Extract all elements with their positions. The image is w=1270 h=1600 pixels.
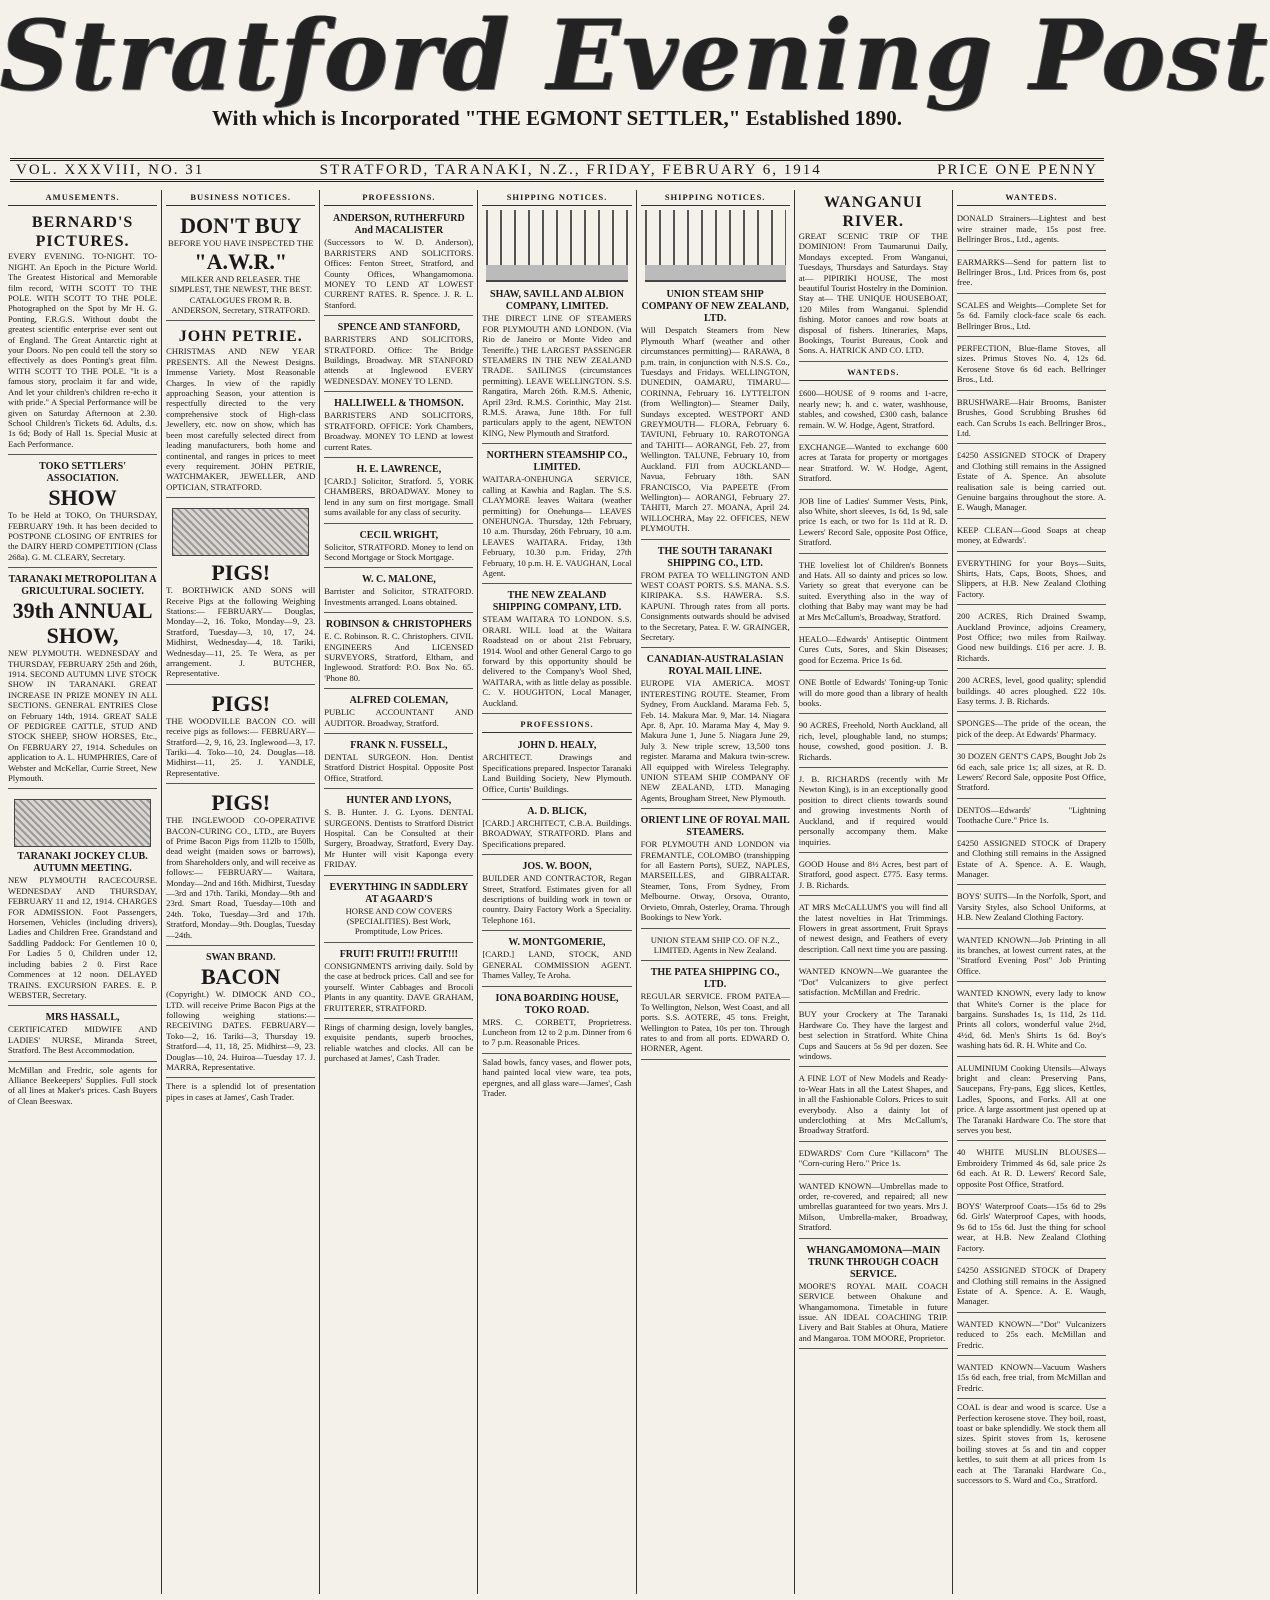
ad-title: H. E. LAWRENCE, xyxy=(356,463,442,475)
ad-healy xyxy=(482,737,631,800)
ad-text: [CARD.] Solicitor, Stratford. 5, YORK CHAMBERS, BROADWAY. Money to lend in any sum on first mortgage. Small sums available for any class of security. xyxy=(324,475,474,518)
ad-boon xyxy=(482,858,631,931)
ad-text: NEW PLYMOUTH. WEDNESDAY and THURSDAY, FEBRUARY 25th and 26th, 1914. SECOND AUTUMN LIVE STOCK SHOW IN TARANAKI. GREAT INCREASE IN PRIZE MONEY IN ALL SECTIONS. GENERAL ENTRIES Close on February 14th, 1914. GREAT SALE OF PEDIGREE CATTLE, STUD AND STOCK SHEEP, SHOW HORSES, Etc., On FEBRUARY 27, 1914. Schedules on application to A. L. HUMPHRIES, Care of Webster and McKellar, Currie Street, New Plymouth. xyxy=(8,648,158,784)
classified-dentos: DENTOS—Edwards' "Lightning Toothache Cure." Price 1s. xyxy=(957,802,1106,832)
classified-200-acres-level: 200 ACRES, level, good quality; splendid buildings. 40 acres ploughed. £22 10s. Easy terms. J. B. Richards. xyxy=(957,672,1106,712)
volume-number: VOL. XXXVIII, NO. 31 xyxy=(16,161,205,178)
place-and-date: STRATFORD, TARANAKI, N.Z., FRIDAY, FEBRUARY 6, 1914 xyxy=(319,161,822,178)
columns xyxy=(4,190,1110,1594)
ad-cecil-wright xyxy=(324,527,473,569)
ad-rings: Rings of charming design, lovely bangles, exquisite pendants, superb brooches, reliable watches and clocks. All can be purchased at James', Cash Trader. xyxy=(324,1021,474,1064)
column-heading: BUSINESS NOTICES. xyxy=(166,190,315,206)
ad-text: Solicitor, STRATFORD. Money to lend on Second Mortgage or Stock Mortgage. xyxy=(324,541,474,562)
classified-keep-clean: KEEP CLEAN—Good Soaps at cheap money, at Edwards'. xyxy=(957,522,1106,552)
ad-title: THE PATEA SHIPPING CO., LTD. xyxy=(650,967,780,991)
classified-job-printing: WANTED KNOWN—Job Printing in all its branches, at lowest current rates, at the "Stratford Evening Post" Job Printing Office. xyxy=(957,932,1106,983)
classified-ladies-vests: JOB line of Ladies' Summer Vests, Pink, also White, short sleeves, 1s 6d, 1s 9d, sale price 1s each, or two for 1s 11d at R. D. Lewers' Record Sale, opposite Post Office, Stratford. xyxy=(799,493,948,554)
ad-northern-steamship xyxy=(482,447,631,584)
classified-mccallum-hats: AT MRS McCALLUM'S you will find all the latest novelties in Hat Trimmings. Flowers in great assortment, Fruit Sprays of newest design, and Feathers of every description. Call next time you are passing. xyxy=(799,899,948,960)
ad-text: MOORE'S ROYAL MAIL COACH SERVICE between Ohakune and Whangamomona. Timetable in future issue. AN IDEAL COACHING TRIP. Livery and Bait Stables at Ohura, Matiere and Mangaroa. TOM MOORE, Proprietor. xyxy=(798,1280,948,1343)
ad-title: SPENCE AND STANFORD, xyxy=(337,322,461,334)
ad-orient-line xyxy=(641,812,790,928)
ad-south-taranaki-shipping xyxy=(641,543,790,649)
pig-illustration xyxy=(172,508,309,556)
classified-muslin-blouses: 40 WHITE MUSLIN BLOUSES—Embroidery Trimmed 4s 6d, sale price 2s 6d each. At R. D. Lewers' Record Sale, opposite Post Office, Stratford. xyxy=(957,1144,1106,1195)
ad-text: NEW PLYMOUTH RACECOURSE. WEDNESDAY AND THURSDAY, FEBRUARY 11 and 12, 1914. CHARGES FOR ADMISSION. Foot Passengers, Horsemen, Vehicles (including drivers), Ladies and Children Free. Grandstand and Saddling Paddock: For Gentlemen 10 0, For Ladies 5 0, Children under 12, including babies 2 0. First Race Commences at 12 noon. DELAYED TRAINS. EXCURSION FARES. E. P. WEBSTER, Secretary. xyxy=(8,875,158,1000)
column-amusements xyxy=(4,190,162,1594)
ad-beekeepers: McMillan and Fredric, sole agents for Alliance Beekeepers' Supplies. Full stock of all lines at Maker's prices. Cash Buyers of Clean Beeswax. xyxy=(8,1064,158,1106)
classified-new-models-hats: A FINE LOT of New Models and Ready-to-Wear Hats in all the Latest Shapes, and in all the Fashionable Colors. Prices to suit everybody. Also a dainty lot of underclothing at Mrs McCallum's, Broadway Stratford. xyxy=(799,1070,948,1141)
newspaper-title: Stratford Evening Post xyxy=(0,0,1270,112)
column-professions xyxy=(320,190,478,1594)
ad-union-agents xyxy=(641,932,790,962)
ad-title: ALFRED COLEMAN, xyxy=(349,695,449,707)
ad-title: W. C. MALONE, xyxy=(361,574,436,586)
ad-text: BUILDER AND CONTRACTOR, Regan Street, Stratford. Estimates given for all descriptions of building work in town or country. Dairy Factory Work a Speciality. Telephone 161. xyxy=(482,873,632,925)
ad-fruit xyxy=(324,946,473,1019)
ad-text: [CARD.] ARCHITECT, C.B.A. Buildings. BROADWAY, STRATFORD. Plans and Specifications prepared. xyxy=(482,818,632,849)
classified-aluminium: ALUMINIUM Cooking Utensils—Always bright and clean: Preserving Pans, Saucepans, Fry-pans, Egg slices, Kettles, Ladles, Spoons, and Forks. All at one price. A large assortment just opened up at The Taranaki Hardware Co. The store that serves you best. xyxy=(957,1060,1106,1142)
ad-title: SHAW, SAVILL AND ALBION COMPANY, LIMITED. xyxy=(490,289,624,313)
classified-good-house: GOOD House and 8½ Acres, best part of Stratford, good aspect. £775. Easy terms. J. B. Richards. xyxy=(799,856,948,896)
ad-text: THE DIRECT LINE OF STEAMERS FOR PLYMOUTH AND LONDON. (Via Rio de Janeiro or Monte Video and Teneriffe.) THE LARGEST PASSENGER STEAMERS IN THE NEW ZEALAND TRADE. SAILINGS (circumstances permitting). LEAVE WELLINGTON. S.S. Rangatira, March 26th. R.M.S. Athenic, April 23rd. R.M.S. Corinthic, May 21st. R.M.S. Arawa, June 18th. For full particulars apply to the agent, NEWTON KING, New Plymouth and Stratford. xyxy=(482,313,632,438)
ad-pigs-inglewood xyxy=(166,787,315,946)
ad-title: BERNARD'S PICTURES. xyxy=(31,214,134,251)
classified-toning-tonic: ONE Bottle of Edwards' Toning-up Tonic will do more good than a library of health books. xyxy=(799,674,948,714)
ad-halliwell-thomson xyxy=(324,395,473,458)
section-heading: PROFESSIONS. xyxy=(482,717,631,733)
classified-perfection-stoves: PERFECTION, Blue-flame Stoves, all sizes. Primus Stoves No. 4, 12s 6d. Kerosene Stove 6s 6d each. Bellringer Bros., Ltd. xyxy=(957,340,1106,391)
ad-text: MRS. C. CORBETT, Proprietress. Luncheon from 12 to 2 p.m. Dinner from 6 to 7 p.m. Reasonable Prices. xyxy=(482,1016,632,1048)
ad-lawrence xyxy=(324,461,473,524)
ad-title: FRANK N. FUSSELL, xyxy=(350,740,448,751)
ad-title: HALLIWELL & THOMSON. xyxy=(334,398,464,410)
classified-coal: COAL is dear and wood is scarce. Use a Perfection kerosene stove. They boil, roast, toast or bake splendidly. We stock them all sizes. Spirit stoves from 1s, kerosene boiling stoves at 5s and tin and copper kettles, to suit them at all prices from 1s each at The Taranaki Hardware Co., successors to S. Ward and Co., Stratford. xyxy=(956,1402,1106,1485)
ad-fussell xyxy=(324,737,473,789)
ad-text: WAITARA-ONEHUNGA SERVICE, calling at Kawhia and Raglan. The S.S. CLAYMORE leaves Waitara (weather permitting) for Onehunga— LEAVES ONEHUNGA. Thursday, 12th February, 10 a.m. Thursday, 26th February, 10 a.m. LEAVES WAITARA. Friday, 13th February, 10.30 p.m. Friday, 27th February, 10 p.m. H. E. VAUGHAN, Local Agent. xyxy=(482,474,632,578)
steamship-illustration xyxy=(645,210,786,282)
ad-shaw-savill xyxy=(482,286,631,444)
ad-salad-bowls: Salad bowls, fancy vases, and flower pots, hand painted local view ware, tea pots, epergnes, and all glass ware—James', Cash Trader. xyxy=(482,1056,632,1098)
column-heading: PROFESSIONS. xyxy=(324,190,473,206)
ad-montgomerie xyxy=(482,934,631,986)
ad-text: MILKER AND RELEASER. THE SIMPLEST, THE NEWEST, THE BEST. CATALOGUES FROM R. B. ANDERSON, Secretary, STRATFORD. xyxy=(169,273,313,316)
column-shipping-2 xyxy=(637,190,795,1594)
ad-title: W. MONTGOMERIE, xyxy=(508,937,606,949)
newspaper-subtitle: With which is Incorporated "THE EGMONT SETTLER," Established 1890. xyxy=(211,106,902,130)
ad-text: BARRISTERS AND SOLICITORS, STRATFORD. Office: The Bridge Buildings, Broadway. MR STANFORD attends at Inglewood EVERY WEDNESDAY. MONEY TO LEND. xyxy=(324,334,474,386)
column-heading: SHIPPING NOTICES. xyxy=(641,190,790,206)
ad-title: HUNTER AND LYONS, xyxy=(346,795,452,807)
ad-toko-show xyxy=(8,458,157,568)
ad-text: S. B. Hunter. J. G. Lyons. DENTAL SURGEONS. Dentists to Stratford District Hospital. Can be Consulted at their Surgery, Broadway, Stratford, Every Day. Mr Hunter will visit Kaponga every FRIDAY. xyxy=(324,807,474,870)
classified-waterproof-coats: BOYS' Waterproof Coats—15s 6d to 29s 6d. Girls' Waterproof Capes, with hoods, 9s 6d to 15s 6d. Just the thing for school wear, at H.B. New Zealand Clothing Factory. xyxy=(957,1198,1106,1259)
section-heading: WANTEDS. xyxy=(799,365,948,381)
classified-dot-vulcanizers-reduced: WANTED KNOWN—"Dot" Vulcanizers reduced to 25s each. McMillan and Fredric. xyxy=(957,1316,1106,1356)
ad-big-title: DON'T BUY xyxy=(180,213,302,239)
column-wanteds xyxy=(953,190,1110,1594)
ad-text: BARRISTERS AND SOLICITORS, STRATFORD. OFFICE: York Chambers, Broadway. MONEY TO LEND at lowest current Rates. xyxy=(324,410,474,452)
ad-title: CANADIAN-AUSTRALASIAN ROYAL MAIL LINE. xyxy=(646,654,784,678)
ad-text: EUROPE VIA AMERICA. MOST INTERESTING ROUTE. Steamer, From Sydney, From Auckland. Marama Feb. 5, Feb. 14. Makura Mar. 9, Mar. 14. Niagara Apr. 8, Apr. 10. Marama May 4, May 9. Makura June 1, June 5. Niagara June 29, July 3. New triple screw, 13,500 tons register. Marama and Makura twin-screw. All equipped with Wireless Telegraphy. UNION STEAM SHIP COMPANY OF NEW ZEALAND, LTD. Managing Agents, Brougham Street, New Plymouth. xyxy=(640,678,790,803)
ad-text: Barrister and Solicitor, STRATFORD. Investments arranged. Loans obtained. xyxy=(324,586,474,607)
ad-title: ROBINSON & CHRISTOPHERS xyxy=(325,619,472,631)
classified-600-house: £600—HOUSE of 9 rooms and 1-acre, nearly new; h. and c. water, washhouse, stables, and cowshed, £300 cash, balance remain. W. W. Hodge, Agent, Stratford. xyxy=(799,385,948,436)
ad-title: WHANGAMOMONA—MAIN TRUNK THROUGH COACH SERVICE. xyxy=(806,1244,941,1280)
ad-text: BEFORE YOU HAVE INSPECTED THE xyxy=(167,238,314,249)
ad-title: SWAN BRAND. xyxy=(205,952,276,964)
ad-text: EVERY EVENING. TO-NIGHT. TO-NIGHT. An Epoch in the Picture World. The Greatest Historical and Memorable film record, WITH SCOTT TO THE POLE. WITH SCOTT TO THE POLE. Photographed on the Spot by Mr H. G. Ponting, F.R.G.S. Without doubt the greatest scientific enterprise ever sent out of England. The Great Antarctic right at your Doors. No pen could tell the story so effectively as does Ponting's great film. WITH SCOTT TO THE POLE. "It is a famous story, proclaim it far and wide, And let your children's children re-echo it with pride." A Special Performance will be given on Saturday Afternoon at 2.30. School Children's Tickets 6d. Adults, d.s. 1s 6d; Body of Hall 1s. Special Music at Each Performance. xyxy=(8,251,158,449)
ad-canadian-australasian xyxy=(641,651,790,809)
ad-text: CONSIGNMENTS arriving daily. Sold by the case at bedrock prices. Call and see for yourself. Winter Cabbages and Brocoli Plants in any quantity. DAVE GRAHAM, FRUITERER, STRATFORD. xyxy=(324,960,474,1013)
ad-big-title: PIGS! xyxy=(211,560,271,586)
ad-title: UNION STEAM SHIP COMPANY OF NEW ZEALAND, LTD. xyxy=(641,289,789,325)
ad-product-name: "A.W.R." xyxy=(194,248,288,274)
classified-umbrellas: WANTED KNOWN—Umbrellas made to order, re-covered, and repaired; all new umbrellas guaranteed for two years. Mrs J. Milson, Umbrella-maker, Broadway, Stratford. xyxy=(799,1178,948,1239)
classified-200-acres-swamp: 200 ACRES, Rich Drained Swamp, Auckland Province, adjoins Creamery, Post Office; two miles from Railway. Good new buildings. £16 per acre. J. B. Richards. xyxy=(957,608,1106,669)
column-business-notices xyxy=(162,190,320,1594)
ad-robinson-christophers xyxy=(324,616,473,689)
ad-title: TARANAKI METROPOLITAN A GRICULTURAL SOCIETY. xyxy=(8,574,157,598)
ad-dont-buy xyxy=(166,210,315,321)
ad-title: IONA BOARDING HOUSE, TOKO ROAD. xyxy=(495,992,619,1016)
ad-iona-boarding-house xyxy=(482,990,631,1054)
ad-title: TARANAKI JOCKEY CLUB. AUTUMN MEETING. xyxy=(17,851,148,875)
ad-nz-shipping xyxy=(482,587,631,714)
ad-patea-shipping xyxy=(641,964,790,1059)
ad-text: ARCHITECT. Drawings and Specifications prepared. Inspector Taranaki Land Building Society, New Plymouth. Office, Curtis' Buildings. xyxy=(482,752,632,794)
classified-donald-strainers: DONALD Strainers—Lightest and best wire strainer made, 15s post free. Bellringer Bros., Ltd., agents. xyxy=(957,210,1106,250)
classified-childrens-bonnets: THE loveliest lot of Children's Bonnets and Hats. All so dainty and prices so low. Variety so great that everyone can be suited. Everything also in the way of clothing that Baby may want may be had at Mrs McCallum's, Broadway, Stratford. xyxy=(799,557,948,628)
classified-gents-caps: 30 DOZEN GENT'S CAPS, Bought Job 2s 6d each, sale price 1s; all sizes, at R. D. Lewers' Record Sale, opposite Post Office, Stratford. xyxy=(957,748,1106,799)
ad-title: THE NEW ZEALAND SHIPPING COMPANY, LTD. xyxy=(492,590,622,614)
ad-text: (Copyright.) W. DIMOCK AND CO., LTD. will receive Prime Bacon Pigs at the following weighing stations:— RECEIVING DATES. FEBRUARY— Toko—2, 16. Tariki—3, Thursday 19. Stratford—4, 11, 18, 25. Midhirst—9, 23. Douglas—10, 24. Huiroa—Tuesday 17. J. MARRA, Representative. xyxy=(166,989,316,1072)
classified-everything-boys: EVERYTHING for your Boys—Suits, Shirts, Hats, Caps, Boots, Shoes, and Slippers, at H.B. New Zealand Clothing Factory. xyxy=(957,555,1106,606)
classified-brushware: BRUSHWARE—Hair Brooms, Banister Brushes, Good Scrubbing Brushes 6d each. Can Scrubs 1s each. Bellringer Bros., Ltd. xyxy=(957,394,1106,445)
ad-hunter-lyons xyxy=(324,792,473,875)
classified-assigned-stock-2: £4250 ASSIGNED STOCK of Drapery and Clothing still remains in the Assigned Estate of A. Spence. A. E. Waugh, Manager. xyxy=(957,835,1106,886)
ad-taranaki-show xyxy=(8,571,157,789)
ad-text: Will Despatch Steamers from New Plymouth Wharf (weather and other circumstances permitting)— RARAWA, 8 p.m. train, in conjunction with N.S.S. Co., Tuesdays and Fridays. WELLINGTON, DUNEDIN, OAMARU, TIMARU— CORINNA, February 16. LYTTELTON (from Wellington)— Steamer Daily, Sundays excepted. WESTPORT AND GREYMOUTH— FLORA, February 6. TAVIUNI, February 10. RAROTONGA and TAHITI— AORANGI, Feb. 27, from Wellington. TALUNE, February 10, from Auckland. FIJI from AUCKLAND— Navua, February 18th. SAN FRANCISCO, Via PAPEETE (From Wellington)— AORANGI, February 27. TAHITI, March 27. MOANA, April 24. WILLOCHRA, May 22. OFFICES, NEW PLYMOUTH. xyxy=(640,325,790,534)
ad-blick xyxy=(482,803,631,855)
classified-boys-suits: BOYS' SUITS—In the Norfolk, Sport, and Varsity Styles, also School Uniforms, at H.B. New Zealand Clothing Factory. xyxy=(957,888,1106,928)
ad-anderson-rutherfurd xyxy=(324,210,473,316)
column-wanganui-wanteds xyxy=(795,190,953,1594)
ad-big-title: PIGS! xyxy=(211,790,271,816)
ad-title: A. D. BLICK, xyxy=(527,806,587,818)
ad-text: HORSE AND COW COVERS (SPECIALITIES). Best Work, Promptitude, Low Prices. xyxy=(345,905,453,937)
column-shipping-1 xyxy=(478,190,636,1594)
ad-title: ORIENT LINE OF ROYAL MAIL STEAMERS. xyxy=(640,815,790,839)
ad-text: (Successors to W. D. Anderson), BARRISTERS AND SOLICITORS. Offices: Fenton Street, Stratford, and County Offices, Whangamomona. MONEY TO LEND AT LOWEST CURRENT RATES. R. Spence. J. R. L. Stanford. xyxy=(324,237,474,310)
ad-spence-stanford xyxy=(324,319,473,392)
ad-title: ANDERSON, RUTHERFURD And MACALISTER xyxy=(333,213,465,237)
column-heading: AMUSEMENTS. xyxy=(8,190,157,206)
masthead xyxy=(0,0,1270,130)
ad-title: JOS. W. BOON, xyxy=(522,861,592,873)
ad-title: FRUIT! FRUIT!! FRUIT!!! xyxy=(339,948,459,960)
ad-text: STEAM WAITARA TO LONDON. S.S. ORARI. WILL load at the Waitara Roadstead on or about 21st February, 1914. Wool and other General Cargo to go forward by this opportunity should be delivered to the Company's Wool Shed, WAITARA, with as little delay as possible. C. V. HOUGHTON, Local Manager, Auckland. xyxy=(482,614,632,708)
ad-product-name: BACON xyxy=(200,964,281,990)
ad-john-petrie xyxy=(166,324,315,498)
classified-assigned-stock-3: £4250 ASSIGNED STOCK of Drapery and Clothing still remains in the Assigned Estate of A. Spence. A. E. Waugh, Manager. xyxy=(957,1262,1106,1313)
classified-90-acres: 90 ACRES, Freehold, North Auckland, all rich, level, ploughable land, no stumps; house, cowshed, good position. J. B. Richards. xyxy=(799,717,948,768)
ad-pigs-borthwick xyxy=(166,501,315,685)
ad-title: TOKO SETTLERS' ASSOCIATION. xyxy=(39,461,126,485)
column-heading: SHIPPING NOTICES. xyxy=(482,190,631,206)
ad-title: MRS HASSALL, xyxy=(45,1012,120,1024)
ad-pipes: There is a splendid lot of presentation pipes in cases at James', Cash Trader. xyxy=(166,1081,316,1102)
ad-title: EVERYTHING IN SADDLERY AT AGAARD'S xyxy=(329,881,469,905)
ad-text: CERTIFICATED MIDWIFE AND LADIES' NURSE, Miranda Street, Stratford. The Best Accommodation. xyxy=(8,1024,158,1056)
classified-dot-vulcanizers: WANTED KNOWN—We guarantee the "Dot" Vulcanizers to give perfect satisfaction. McMillan and Fredric. xyxy=(799,963,948,1003)
ad-bernards-pictures xyxy=(8,210,157,455)
ad-union-steam-ship xyxy=(641,286,790,539)
ad-mrs-hassall xyxy=(8,1009,157,1061)
ad-saddlery xyxy=(324,879,473,943)
ad-big-title: PIGS! xyxy=(211,690,271,716)
ad-text: THE WOODVILLE BACON CO. will receive pigs as follows:— FEBRUARY— Stratford—2, 9, 16, 23. Inglewood—3, 17. Tariki—4. Toko—10, 24. Douglas—18. Midhirst—11, 25. J. YANDLE, Representative. xyxy=(166,715,316,778)
ad-text: GREAT SCENIC TRIP OF THE DOMINION! From Taumarunui Daily, Mondays excepted. From Wanganui, Tuesdays, Thursdays and Saturdays. Stay at— PIPIRIKI HOUSE, The most beautiful Tourist Hostelry in the Dominion. Stay at— THE UNIQUE HOUSEBOAT, 120 Miles from Wanganui. Splendid fishing. Motor canoes and row boats at disposal of fishers. Itineraries, Maps, Bookings, Tourist Bureaus, Cook and Sons. A. HATRICK AND CO. LTD. xyxy=(798,231,948,356)
ad-text: FOR PLYMOUTH AND LONDON via FREMANTLE, COLOMBO (transhipping for all Eastern Ports), SUEZ, NAPLES, MARSEILLES, and GIBRALTAR. Steamer, Tons, From Sydney, From Melbourne. Otway, Orsova, Otranto, Orvieto, Omrah, Osterley, Orama. Through Bookings to New York. xyxy=(640,839,790,923)
ad-text: DENTAL SURGEON. Hon. Dentist Stratford District Hospital. Opposite Post Office, Stratford. xyxy=(324,752,474,783)
ad-title: JOHN PETRIE. xyxy=(178,328,303,346)
ad-text: E. C. Robinson. R. C. Christophers. CIVIL ENGINEERS And LICENSED SURVEYORS, Stratford, Eltham, and Inglewood. Stratford: P.O. Box No. 65. 'Phone 80. xyxy=(324,631,474,683)
classified-assigned-stock-1: £4250 ASSIGNED STOCK of Drapery and Clothing still remains in the Assigned Estate of A. Spence. An absolute realisation sale is being carried out. Genuine bargains throughout the store. A. E. Waugh, Manager. xyxy=(957,447,1106,518)
ad-big-title: SHOW xyxy=(48,485,117,511)
classified-whites-corner: WANTED KNOWN, every lady to know that White's Corner is the place for bargains. Sunshades 1s, 1s 11d, 2s 11d. Prints all colors, wonderful value 2½d, 4½d, 6d. Men's Shirts 1s 6d. Boy's washing hats 6d. R. H. White and Co. xyxy=(957,985,1106,1056)
horse-illustration xyxy=(14,799,151,847)
dateline-bar xyxy=(10,158,1104,182)
ad-text: To be Held at TOKO, On THURSDAY, FEBRUARY 19th. It has been decided to POSTPONE CLOSING OF ENTRIES for the DAIRY HERD COMPETITION (Class 268a). G. M. CLEARY, Secretary. xyxy=(8,510,158,562)
price: PRICE ONE PENNY xyxy=(937,161,1098,178)
ad-swan-brand-bacon xyxy=(166,949,315,1078)
classified-healo: HEALO—Edwards' Antiseptic Ointment Cures Cuts, Sores, and Skin Diseases; good for Eczema. Price 1s 6d. xyxy=(799,631,948,671)
classified-vacuum-washers: WANTED KNOWN—Vacuum Washers 15s 6d each, free trial, from McMillan and Fredric. xyxy=(957,1359,1106,1399)
ad-title: THE SOUTH TARANAKI SHIPPING CO., LTD. xyxy=(657,545,773,569)
ad-text: [CARD.] LAND, STOCK, AND GENERAL COMMISSION AGENT. Thames Valley, Te Aroha. xyxy=(482,949,632,981)
ad-title: WANGANUI RIVER. xyxy=(823,194,923,230)
ad-title: JOHN D. HEALY, xyxy=(517,740,597,752)
ad-text: PUBLIC ACCOUNTANT AND AUDITOR. Broadway, Stratford. xyxy=(324,707,474,728)
ad-text: REGULAR SERVICE. FROM PATEA— To Wellington, Nelson, West Coast, and all ports. S.S. AOTERE, 45 tons. Freight, Wellington to Patea, 10s per ton. Through rates to and from all ports. EDWARD O. HORNER, Agent. xyxy=(640,991,790,1054)
ad-big-title: 39th ANNUAL SHOW, xyxy=(12,598,153,649)
ad-malone xyxy=(324,571,473,613)
ad-text: CHRISTMAS AND NEW YEAR PRESENTS. All the Newest Designs. Immense Variety. Most Reasonable Charges. In view of the rapidly approaching Season, your attention is respectfully directed to the very comprehensive stock of High-class Jewellery, etc. now on show, which has been most carefully selected direct from leading manufacturers, both home and continental, and ranges in prices to meet every requirement. JOHN PETRIE, WATCHMAKER, JEWELLER, AND OPTICIAN, STRATFORD. xyxy=(166,346,316,492)
classified-sponges: SPONGES—The pride of the ocean, the pick of the deep. At Edwards' Pharmacy. xyxy=(957,715,1106,745)
column-heading: WANTEDS. xyxy=(957,190,1106,206)
steamship-illustration xyxy=(486,210,627,282)
ad-text: FROM PATEA TO WELLINGTON AND WEST COAST PORTS. S.S. MANA. S.S. KIRIPAKA. S.S. HAWERA. S.S. KAPUNI. Through rates from all ports. Consignments outwards should be advised to the Secretary, Patea. F. W. GRAINGER, Secretary. xyxy=(640,569,790,642)
classified-richards: J. B. RICHARDS (recently with Mr Newton King), is in an exceptionally good position to direct clients towards sound and growing investments North of Auckland, and if required would personally accompany them. Make inquiries. xyxy=(799,771,948,853)
ad-pigs-woodville xyxy=(166,688,315,784)
ad-jockey-club xyxy=(8,792,157,1006)
ad-coleman xyxy=(324,692,473,734)
classified-killacorn: EDWARDS' Corn Cure "Killacorn" The "Corn-curing Hero." Price 1s. xyxy=(799,1145,948,1175)
classified-earmarks: EARMARKS—Send for pattern list to Bellringer Bros., Ltd. Prices from 6s, post free. xyxy=(957,254,1106,294)
classified-exchange: EXCHANGE—Wanted to exchange 600 acres at Tarata for property or mortgages near Stratford. W. W. Hodge, Agent, Stratford. xyxy=(799,439,948,490)
ad-wanganui-river xyxy=(799,190,948,362)
ad-title: CECIL WRIGHT, xyxy=(359,529,439,541)
classified-crockery: BUY your Crockery at The Taranaki Hardware Co. They have the largest and best selection in Stratford. White China Cups and Saucers at 5s 9d per dozen. See windows. xyxy=(799,1006,948,1067)
ad-text: THE INGLEWOOD CO-OPERATIVE BACON-CURING CO., LTD., are Buyers of Prime Bacon Pigs from 112lb to 150lb, dead weight (maiden sows or barrows), from Shareholders only, and will receive as follows:— FEBRUARY— Waitara, Monday—2nd and 16th. Midhirst, Tuesday—3rd and 17th. Tariki, Monday—9th and 23rd. Smart Road, Tuesday—10th and 24th. Toko, Tuesday—3rd and 17th. Stratford, Monday—9th. Douglas, Tuesday—24th. xyxy=(166,815,316,940)
classified-scales: SCALES and Weights—Complete Set for 5s 6d. Family clock-face scale 6s each. Bellringer Bros., Ltd. xyxy=(957,297,1106,337)
ad-coach-service xyxy=(799,1242,948,1349)
ad-text: UNION STEAM SHIP CO. OF N.Z., LIMITED. Agents in New Zealand. xyxy=(650,934,780,955)
ad-title: NORTHERN STEAMSHIP CO., LIMITED. xyxy=(486,450,628,474)
ad-text: T. BORTHWICK AND SONS will Receive Pigs at the following Weighing Stations:— FEBRUARY— Douglas, Monday—2, 16. Toko, Monday—9, 23. Stratford, Tuesday—3, 10, 17, 24. Midhirst, Wednesday—4, 18. Tariki, Wednesday—11, 25. Te Wera, as per arrangement. J. BUTCHER, Representative. xyxy=(166,585,316,679)
